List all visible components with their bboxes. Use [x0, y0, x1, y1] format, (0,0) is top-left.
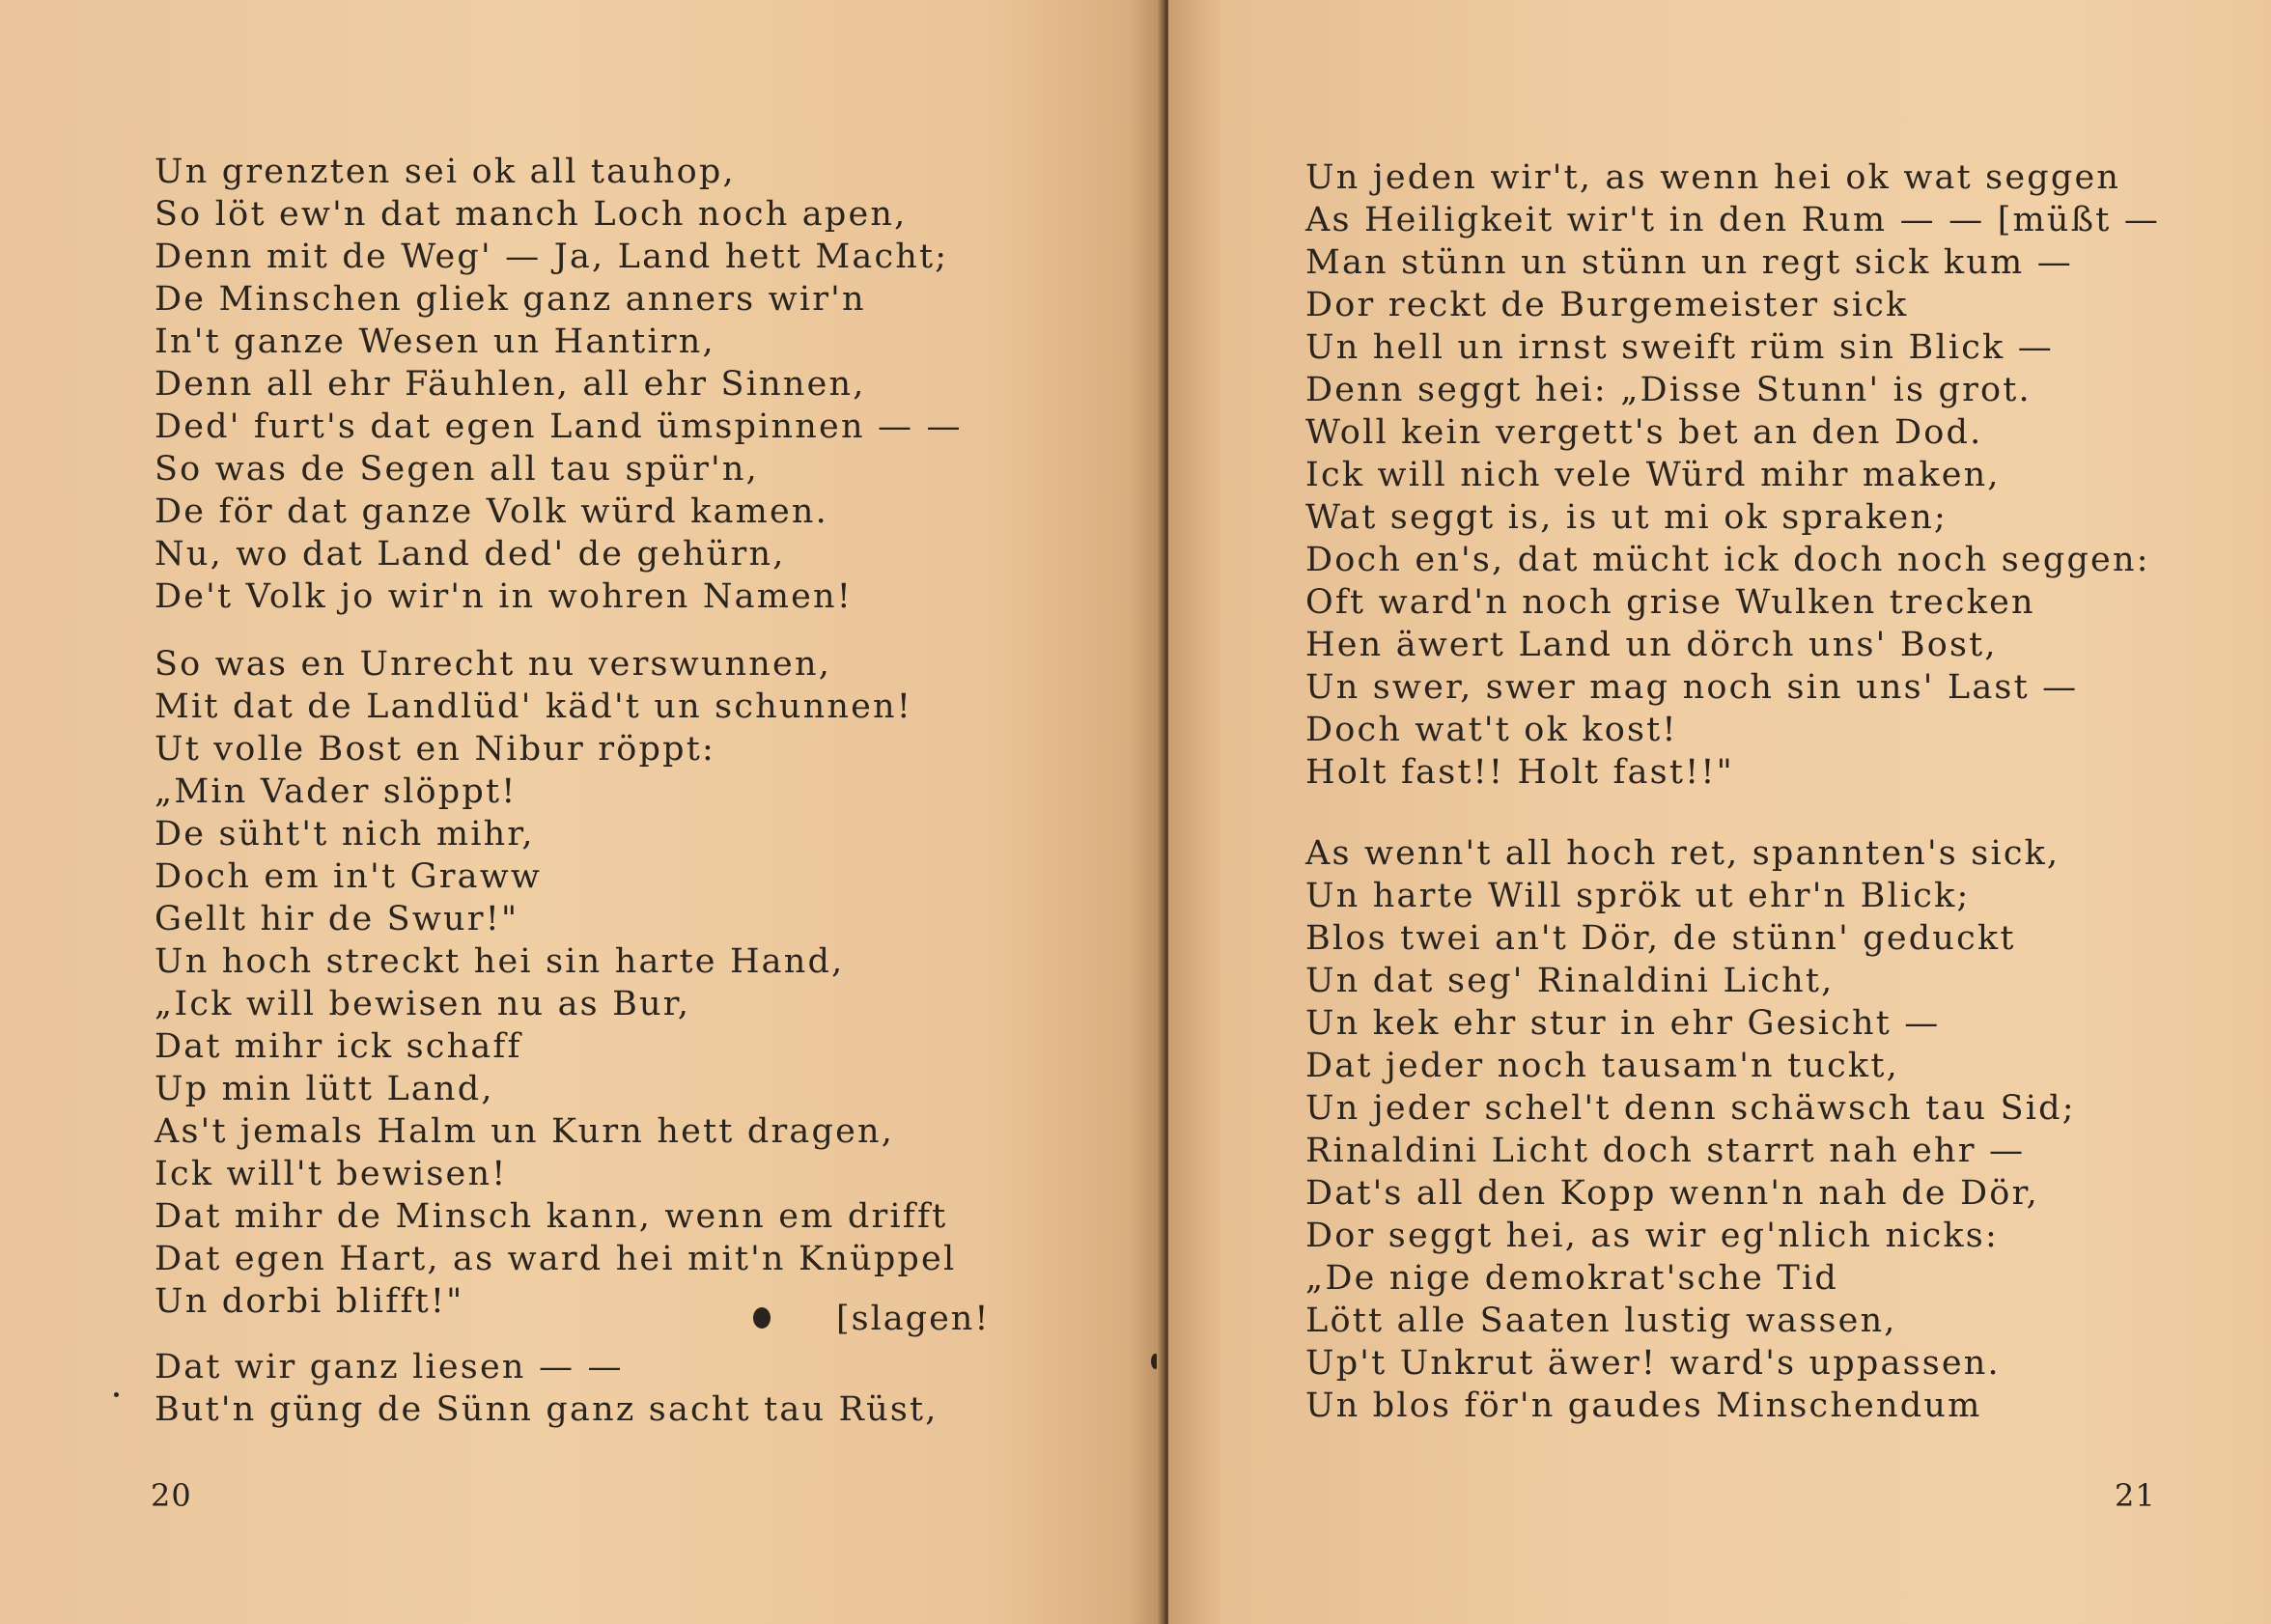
- margin-note: [slagen!: [836, 1300, 991, 1338]
- poem-line: Un kek ehr stur in ehr Gesicht —: [1305, 1004, 1941, 1043]
- poem-line: Wat seggt is, is ut mi ok spraken;: [1305, 498, 1949, 537]
- poem-line: Doch wat't ok kost!: [1305, 711, 1678, 749]
- poem-line: Dor seggt hei, as wir eg'nlich nicks:: [1305, 1217, 1999, 1255]
- poem-line: Nu, wo dat Land ded' de gehürn,: [154, 535, 786, 574]
- poem-line: Un harte Will sprök ut ehr'n Blick;: [1305, 877, 1971, 915]
- poem-line: De süht't nich mihr,: [154, 815, 535, 854]
- poem-line: Un jeden wir't, as wenn hei ok wat seggen: [1305, 158, 2121, 197]
- poem-line: Un hoch streckt hei sin harte Hand,: [154, 942, 845, 981]
- poem-line: So was en Unrecht nu verswunnen,: [154, 645, 832, 684]
- poem-line: „De nige demokrat'sche Tid: [1305, 1259, 1838, 1298]
- poem-line: Denn mit de Weg' — Ja, Land hett Macht;: [154, 238, 949, 276]
- poem-line: Up min lütt Land,: [154, 1070, 494, 1108]
- left-stanza-1: [154, 151, 963, 618]
- poem-line: As't jemals Halm un Kurn hett dragen,: [154, 1112, 895, 1151]
- ink-blot: [753, 1307, 771, 1329]
- page-number-right: 21: [2115, 1477, 2156, 1514]
- poem-line: Un blos för'n gaudes Minschendum: [1305, 1386, 1982, 1425]
- poem-line: Dat jeder noch tausam'n tuckt,: [1305, 1047, 1899, 1085]
- poem-line: Doch em in't Graww: [154, 857, 543, 896]
- poem-line: Dat's all den Kopp wenn'n nah de Dör,: [1305, 1174, 2039, 1213]
- poem-line: As wenn't all hoch ret, spannten's sick,: [1305, 834, 2061, 873]
- poem-line: But'n güng de Sünn ganz sacht tau Rüst,: [154, 1390, 939, 1429]
- poem-line: Un grenzten sei ok all tauhop,: [154, 153, 736, 191]
- poem-line: Un dorbi blifft!": [154, 1282, 464, 1321]
- poem-line: Lött alle Saaten lustig wassen,: [1305, 1302, 1897, 1340]
- poem-line: Dat egen Hart, as ward hei mit'n Knüppel: [154, 1240, 957, 1278]
- right-stanza-1: [1305, 156, 2160, 794]
- poem-line: Gellt hir de Swur!": [154, 900, 519, 938]
- poem-line: Rinaldini Licht doch starrt nah ehr —: [1305, 1132, 2026, 1170]
- poem-line: Denn all ehr Fäuhlen, all ehr Sinnen,: [154, 365, 866, 404]
- poem-line: Hen äwert Land un dörch uns' Bost,: [1305, 626, 1998, 664]
- poem-line: Ick will't bewisen!: [154, 1155, 508, 1193]
- poem-line: Ut volle Bost en Nibur röppt:: [154, 730, 715, 769]
- poem-line: De för dat ganze Volk würd kamen.: [154, 492, 829, 531]
- poem-line: De't Volk jo wir'n in wohren Namen!: [154, 577, 854, 616]
- poem-line: Un dat seg' Rinaldini Licht,: [1305, 962, 1835, 1000]
- poem-line: „Ick will bewisen nu as Bur,: [154, 985, 691, 1023]
- page-number-left: 20: [151, 1477, 192, 1514]
- left-stanza-2: [154, 643, 956, 1323]
- poem-line: So was de Segen all tau spür'n,: [154, 450, 759, 489]
- poem-line: Up't Unkrut äwer! ward's uppassen.: [1305, 1344, 2001, 1383]
- poem-line: Dat mihr de Minsch kann, wenn em drifft: [154, 1197, 948, 1236]
- poem-line: In't ganze Wesen un Hantirn,: [154, 322, 715, 361]
- poem-line: „Min Vader slöppt!: [154, 772, 518, 811]
- poem-line: De Minschen gliek ganz anners wir'n: [154, 280, 866, 319]
- poem-line: Doch en's, dat mücht ick doch noch seggen:: [1305, 541, 2150, 579]
- poem-line: Un hell un irnst sweift rüm sin Blick —: [1305, 328, 2054, 367]
- poem-line: Woll kein vergett's bet an den Dod.: [1305, 413, 1983, 452]
- left-stanza-3: [154, 1346, 939, 1431]
- poem-line: Ick will nich vele Würd mihr maken,: [1305, 456, 2001, 494]
- ink-speck: [114, 1392, 119, 1397]
- poem-line: Denn seggt hei: „Disse Stunn' is grot.: [1305, 371, 2032, 409]
- poem-line: So löt ew'n dat manch Loch noch apen,: [154, 195, 908, 234]
- right-page: [1168, 0, 2271, 1624]
- poem-line: Un jeder schel't denn schäwsch tau Sid;: [1305, 1089, 2076, 1128]
- poem-line: Oft ward'n noch grise Wulken trecken: [1305, 583, 2035, 622]
- right-stanza-2: [1305, 832, 2076, 1427]
- poem-line: Dat wir ganz liesen — —: [154, 1348, 624, 1386]
- poem-line: As Heiligkeit wir't in den Rum — — [müßt —: [1305, 201, 2161, 239]
- poem-line: Ded' furt's dat egen Land ümspinnen — —: [154, 407, 963, 446]
- poem-line: Dat mihr ick schaff: [154, 1027, 522, 1066]
- poem-line: Holt fast!! Holt fast!!": [1305, 753, 1734, 792]
- poem-line: Blos twei an't Dör, de stünn' geduckt: [1305, 919, 2016, 958]
- poem-line: Un swer, swer mag noch sin uns' Last —: [1305, 668, 2079, 707]
- poem-line: Dor reckt de Burgemeister sick: [1305, 286, 1909, 324]
- poem-line: Man stünn un stünn un regt sick kum —: [1305, 243, 2073, 282]
- poem-line: Mit dat de Landlüd' käd't un schunnen!: [154, 687, 913, 726]
